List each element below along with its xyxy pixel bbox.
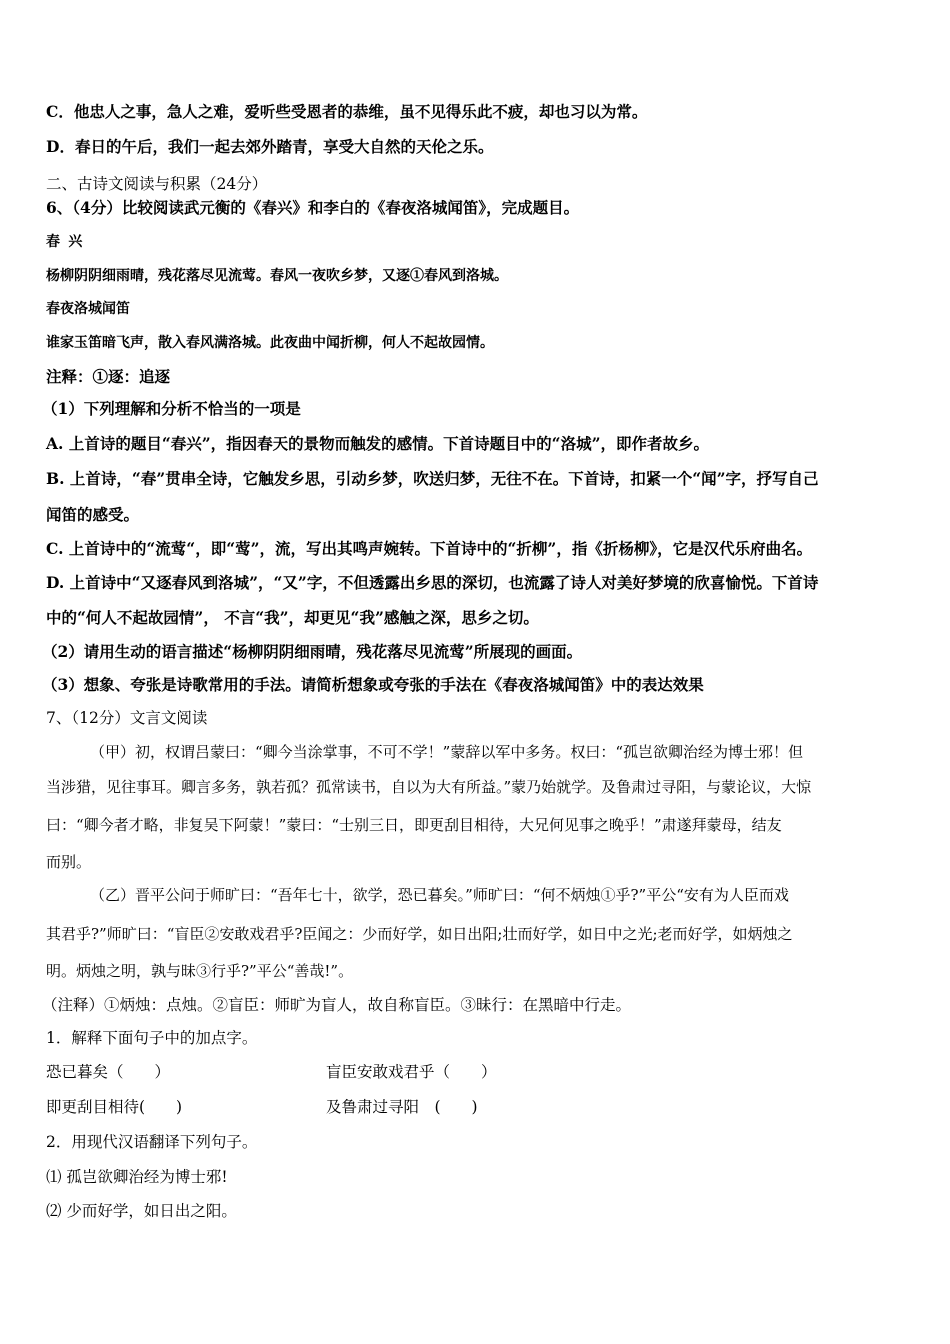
poem1-title: 春 兴 [46, 234, 83, 250]
section-heading: 二、古诗文阅读与积累（24分） [46, 175, 268, 193]
q6-option-b-line2: 闻笛的感受。 [46, 505, 140, 524]
option-d-top: D．春日的午后，我们一起去郊外踏青，享受大自然的天伦之乐。 [46, 137, 494, 156]
q6-option-d-line1: D. 上首诗中“又逐春风到洛城”，“又”字，不但透露出乡思的深切，也流露了诗人对美好梦境的欣喜愉悦。下首诗 [46, 573, 819, 592]
poem2-title: 春夜洛城闻笛 [46, 301, 130, 317]
q7-prompt: 7、（12分）文言文阅读 [46, 709, 208, 727]
passage-jia-line4: 而别。 [46, 853, 92, 871]
q6-sub1: （1）下列理解和分析不恰当的一项是 [42, 399, 301, 418]
task1-item-a: 恐已暮矣（ ） [46, 1063, 171, 1081]
passage-yi-line3: 明。炳烛之明，孰与昧③行乎?”平公“善哉!”。 [46, 962, 354, 980]
passage-yi-line2: 其君乎?”师旷曰：“盲臣②安敢戏君乎?臣闻之：少而好学，如日出阳;壮而好学，如日中之光;老而好学，如炳烛之 [46, 925, 793, 943]
q6-option-b-line1: B. 上首诗，“春”贯串全诗，它触发乡思，引动乡梦，吹送归梦，无往不在。下首诗，扣紧一个“闻”字，抒写自己 [46, 469, 819, 488]
option-c-top: C．他忠人之事，急人之难，爱听些受恩者的恭维，虽不见得乐此不疲，却也习以为常。 [46, 102, 648, 121]
task2-sentence-2: ⑵ 少而好学，如日出之阳。 [46, 1202, 237, 1220]
q6-option-a: A. 上首诗的题目“春兴”，指因春天的景物而触发的感情。下首诗题目中的“洛城”，即作者故乡。 [46, 434, 709, 453]
task1-item-d: 及鲁肃过寻阳 ( ) [326, 1098, 478, 1116]
task2-sentence-1: ⑴ 孤岂欲卿治经为博士邪! [46, 1168, 228, 1186]
poem2-text: 谁家玉笛暗飞声，散入春风满洛城。此夜曲中闻折柳，何人不起故园情。 [46, 335, 494, 351]
q6-note: 注释：①逐：追逐 [46, 367, 171, 386]
q6-sub2: （2）请用生动的语言描述“杨柳阴阴细雨晴，残花落尽见流莺”所展现的画面。 [42, 642, 583, 661]
passage-jia-line2: 当涉猎，见往事耳。卿言多务，孰若孤？孤常读书，自以为大有所益。”蒙乃始就学。及鲁肃过寻阳，与蒙论议，大惊 [46, 778, 812, 796]
q7-task1: 1．解释下面句子中的加点字。 [46, 1029, 258, 1047]
q7-task2: 2．用现代汉语翻译下列句子。 [46, 1133, 258, 1151]
passage-jia-line3: 曰：“卿今者才略，非复吴下阿蒙！”蒙曰：“士别三日，即更刮目相待，大兄何见事之晚乎！”肃遂拜蒙母，结友 [46, 816, 782, 834]
q7-note: （注释）①炳烛：点烛。②盲臣：师旷为盲人，故自称盲臣。③昧行：在黑暗中行走。 [42, 996, 632, 1014]
passage-yi-line1: （乙）晋平公问于师旷曰：“吾年七十，欲学，恐已暮矣。”师旷曰：“何不炳烛①乎?”平公“安有为人臣而戏 [90, 886, 789, 904]
task1-row2 [46, 1096, 646, 1118]
q6-sub3: （3）想象、夸张是诗歌常用的手法。请简析想象或夸张的手法在《春夜洛城闻笛》中的表达效果 [42, 675, 704, 694]
task1-item-c: 即更刮目相待( ) [46, 1098, 183, 1116]
task1-item-b: 盲臣安敢戏君乎（ ） [326, 1063, 497, 1081]
q6-prompt: 6、（4分）比较阅读武元衡的《春兴》和李白的《春夜洛城闻笛》，完成题目。 [46, 198, 580, 217]
q6-option-d-line2: 中的“何人不起故园情”， 不言“我”，却更见“我”感触之深，思乡之切。 [46, 608, 539, 627]
poem1-text: 杨柳阴阴细雨晴，残花落尽见流莺。春风一夜吹乡梦，又逐①春风到洛城。 [46, 268, 508, 284]
passage-jia-line1: （甲）初，权谓吕蒙曰：“卿今当涂掌事，不可不学！”蒙辞以军中多务。权曰：“孤岂欲卿治经为博士邪！但 [90, 743, 804, 761]
task1-row1 [46, 1061, 646, 1083]
q6-option-c: C. 上首诗中的“流莺“，即“莺”，流，写出其鸣声婉转。下首诗中的“折柳”，指《折杨柳》，它是汉代乐府曲名。 [46, 539, 813, 558]
